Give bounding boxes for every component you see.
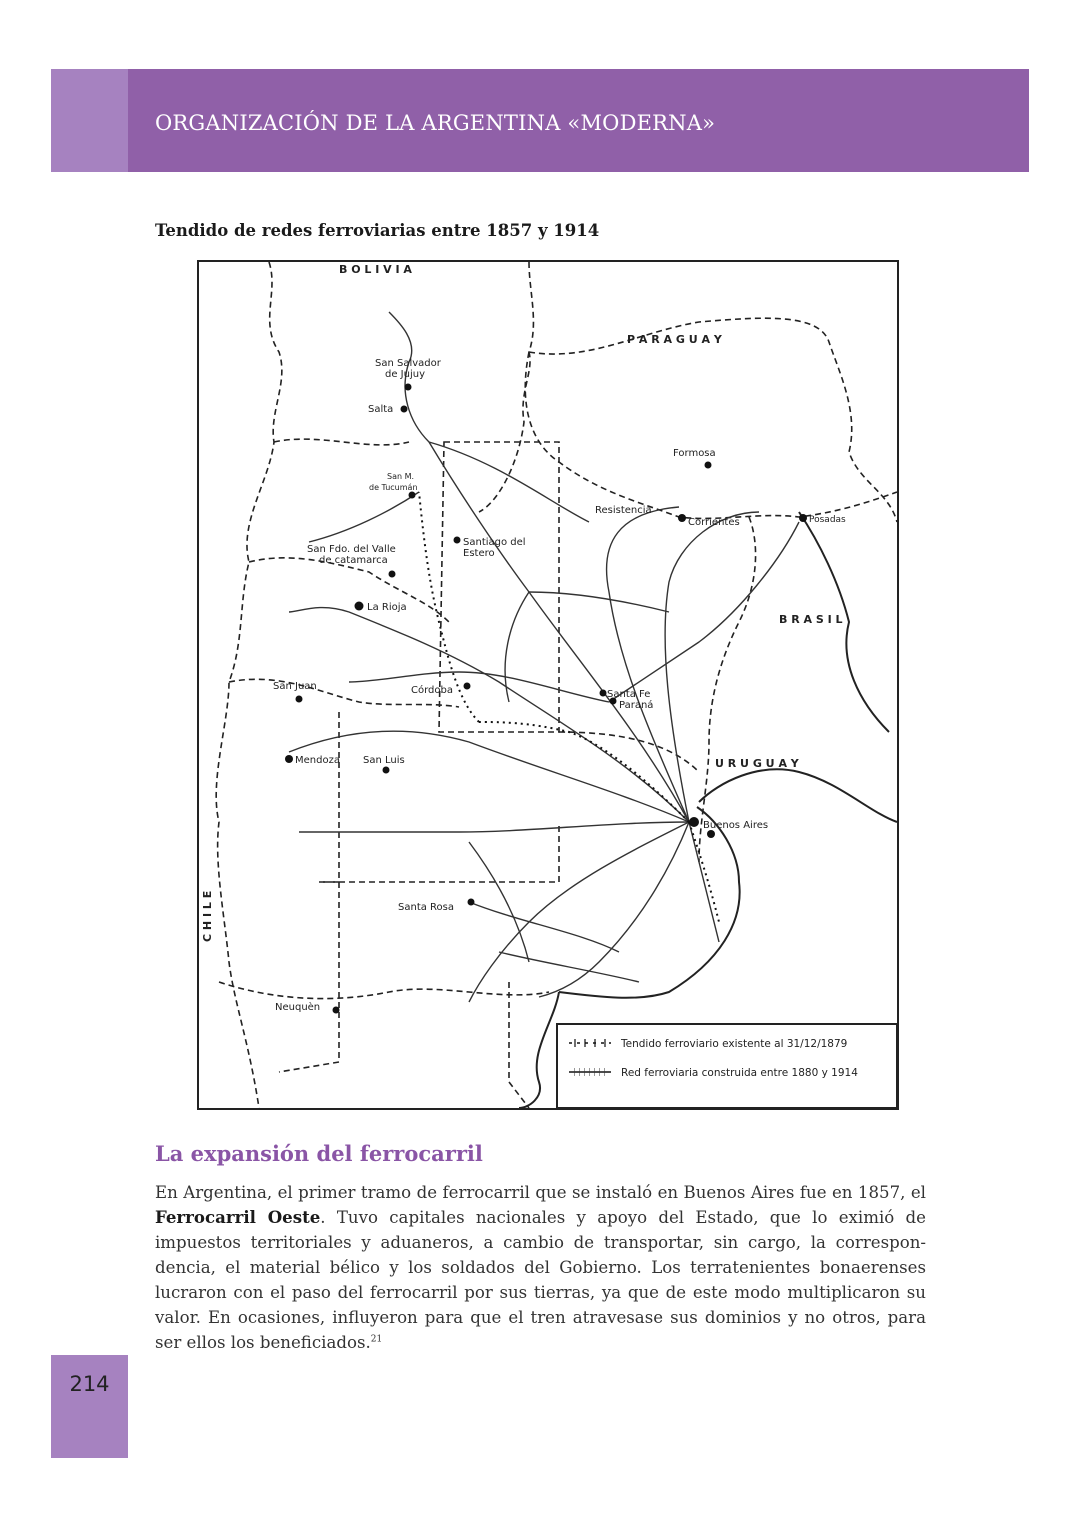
figure-caption: Tendido de redes ferroviarias entre 1857 y 1914 <box>155 221 600 240</box>
city-label-san-juan: San Juan <box>273 681 317 692</box>
city-label-santiago-2: Estero <box>463 548 495 559</box>
province-borders <box>216 262 897 1108</box>
city-label-catamarca-1: San Fdo. del Valle <box>307 544 396 555</box>
city-label-tucuman-1: San M. <box>387 472 415 481</box>
legend-label-built: Red ferroviaria construida entre 1880 y 1914 <box>621 1067 858 1079</box>
country-label-uruguay: U R U G U A Y <box>715 757 799 770</box>
paragraph-text-start: En Argentina, el primer tramo de ferrocarril que se instaló en Buenos Aires fue en 1857, el <box>155 1183 926 1202</box>
footnote-reference: 21 <box>370 1334 383 1345</box>
page-number-tab <box>51 1355 128 1458</box>
city-label-resistencia: Resistencia <box>595 505 652 516</box>
running-header-title: ORGANIZACIÓN DE LA ARGENTINA «MODERNA» <box>155 111 716 135</box>
country-label-paraguay: P A R A G U A Y <box>627 333 722 346</box>
country-label-chile: C H I L E <box>201 890 214 942</box>
city-label-santa-fe: Santa Fe <box>607 689 651 700</box>
map-legend <box>557 1024 897 1108</box>
city-label-san-luis: San Luis <box>363 755 405 766</box>
railway-map <box>197 260 899 1110</box>
header-tab-accent <box>51 69 128 172</box>
city-label-formosa: Formosa <box>673 448 716 459</box>
country-label-brasil: B R A S I L <box>779 613 843 626</box>
city-label-jujuy-2: de Jujuy <box>385 369 425 380</box>
city-label-corrientes: Corrientes <box>688 517 740 528</box>
city-label-posadas: Posadas <box>809 515 846 525</box>
city-label-la-rioja: La Rioja <box>367 602 407 613</box>
city-label-buenos-aires: Buenos Aires <box>703 820 769 831</box>
city-label-neuquen: Neuquèn <box>275 1002 321 1013</box>
city-label-salta: Salta <box>368 404 394 415</box>
country-label-bolivia: B O L I V I A <box>339 263 412 276</box>
coastline <box>519 512 897 1108</box>
city-label-catamarca-2: de catamarca <box>319 555 388 566</box>
city-label-tucuman-2: de Tucumán <box>369 483 418 492</box>
body-paragraph <box>155 1180 926 1355</box>
page-number: 214 <box>69 1372 110 1396</box>
paragraph-text-end: . Tuvo capitales nacionales y apoyo del Estado, que lo eximió de impuestos territoriales y aduaneros, a cambio de transportar, sin cargo, la correspondencia, el material bélico y los soldados del Gobierno. Los terratenientes bonaerenses lucraron con el paso del ferrocarril por sus tierras, ya que de este modo multiplicaron su valor. En ocasiones, influyeron para que el tren atravesase sus dominios y no otros, para ser ellos los beneficiados. <box>155 1208 926 1352</box>
city-label-cordoba: Córdoba <box>411 685 453 696</box>
rail-network <box>289 312 799 1002</box>
city-label-santiago-1: Santiago del <box>463 537 526 548</box>
city-markers <box>285 384 807 1014</box>
city-label-parana: Paraná <box>619 700 654 711</box>
city-label-santa-rosa: Santa Rosa <box>398 902 454 913</box>
city-label-mendoza: Mendoza <box>295 755 340 766</box>
legend-label-existing: Tendido ferroviario existente al 31/12/1879 <box>621 1038 848 1050</box>
paragraph-bold-term: Ferrocarril Oeste <box>155 1207 321 1227</box>
section-heading: La expansión del ferrocarril <box>155 1141 483 1166</box>
city-label-jujuy-1: San Salvador <box>375 358 441 369</box>
